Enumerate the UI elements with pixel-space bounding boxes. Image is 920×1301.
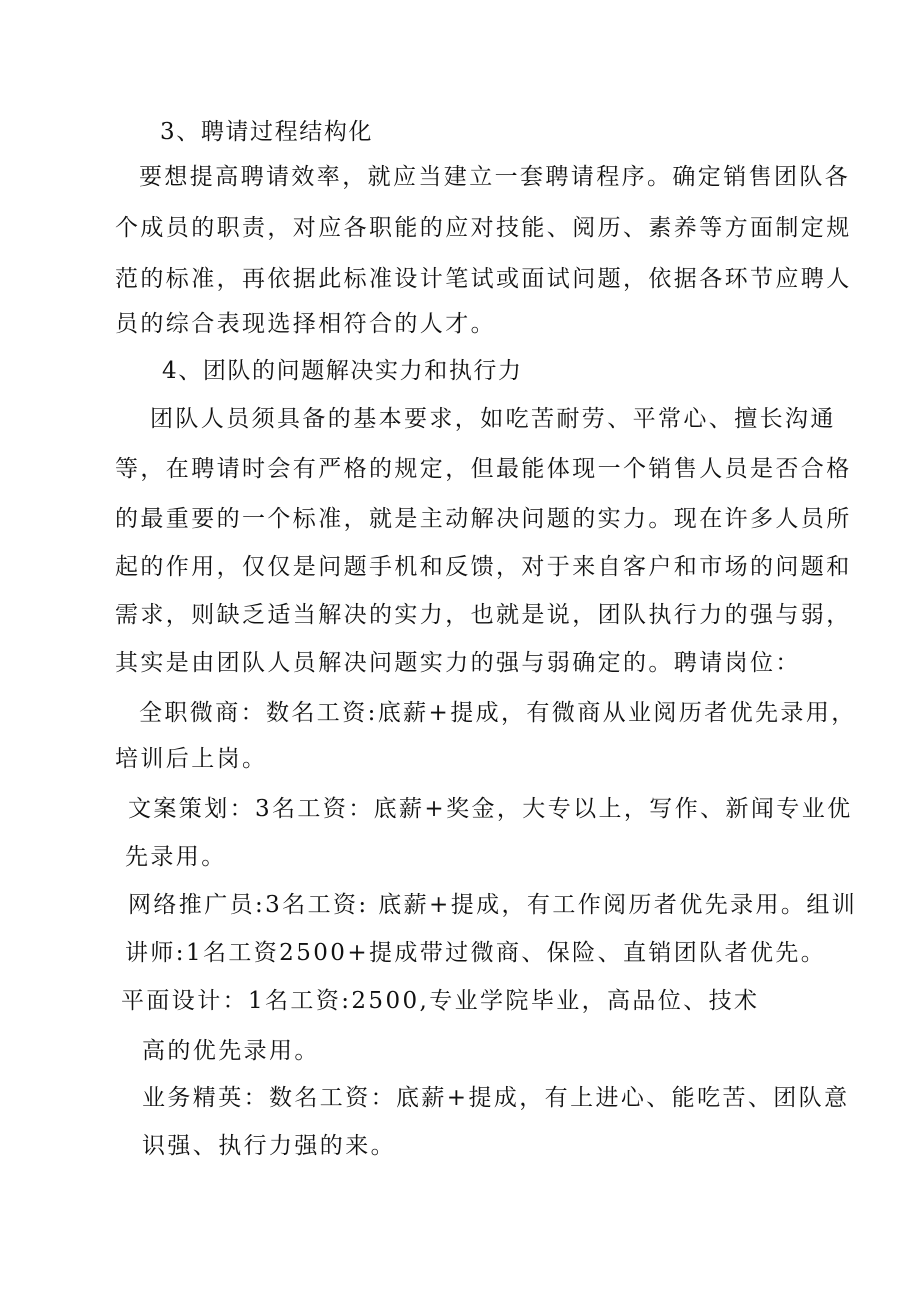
section-4-paragraph-line-2: 等，在聘请时会有严格的规定，但最能体现一个销售人员是否合格 [115, 456, 852, 482]
section-4-paragraph-line-3: 的最重要的一个标准，就是主动解决问题的实力。现在许多人员所 [115, 506, 852, 532]
section-4-paragraph-line-5: 需求，则缺乏适当解决的实力，也就是说，团队执行力的强与弱， [115, 602, 852, 628]
position-promoter-line-1: 网络推广员:3名工资: 底薪+提成，有工作阅历者优先录用。组训 [128, 892, 858, 918]
section-3-paragraph-line-4: 员的综合表现选择相符合的人才。 [115, 311, 496, 337]
section-4-paragraph-line-1: 团队人员须具备的基本要求，如吃苦耐劳、平常心、擅长沟通 [150, 406, 836, 432]
section-3-heading: 3、聘请过程结构化 [160, 119, 374, 145]
position-copywriter-line-2: 先录用。 [125, 844, 227, 870]
position-fulltime-wechat-line-1: 全职微商：数名工资:底薪+提成，有微商从业阅历者优先录用， [139, 700, 857, 726]
section-4-paragraph-line-6: 其实是由团队人员解决问题实力的强与弱确定的。聘请岗位： [115, 650, 801, 676]
position-sales-elite-line-2: 识强、执行力强的来。 [142, 1133, 396, 1159]
section-3-paragraph-line-1: 要想提高聘请效率，就应当建立一套聘请程序。确定销售团队各 [139, 164, 851, 190]
position-sales-elite-line-1: 业务精英：数名工资：底薪+提成，有上进心、能吃苦、团队意 [142, 1085, 850, 1111]
position-copywriter-line-1: 文案策划：3名工资：底薪+奖金，大专以上，写作、新闻专业优 [128, 796, 853, 822]
position-fulltime-wechat-line-2: 培训后上岗。 [115, 746, 268, 772]
section-3-paragraph-line-2: 个成员的职责，对应各职能的应对技能、阅历、素养等方面制定规 [115, 215, 852, 241]
position-trainer-line: 讲师:1名工资2500+提成带过微商、保险、直销团队者优先。 [125, 940, 827, 966]
section-4-paragraph-line-4: 起的作用，仅仅是问题手机和反馈，对于来自客户和市场的问题和 [115, 554, 852, 580]
section-3-paragraph-line-3: 范的标准，再依据此标准设计笔试或面试问题，依据各环节应聘人 [115, 266, 852, 292]
section-4-heading: 4、团队的问题解决实力和执行力 [162, 358, 523, 384]
position-designer-line-1: 平面设计：1名工资:2500,专业学院毕业，高品位、技术 [121, 988, 760, 1014]
position-designer-line-2: 高的优先录用。 [142, 1038, 320, 1064]
